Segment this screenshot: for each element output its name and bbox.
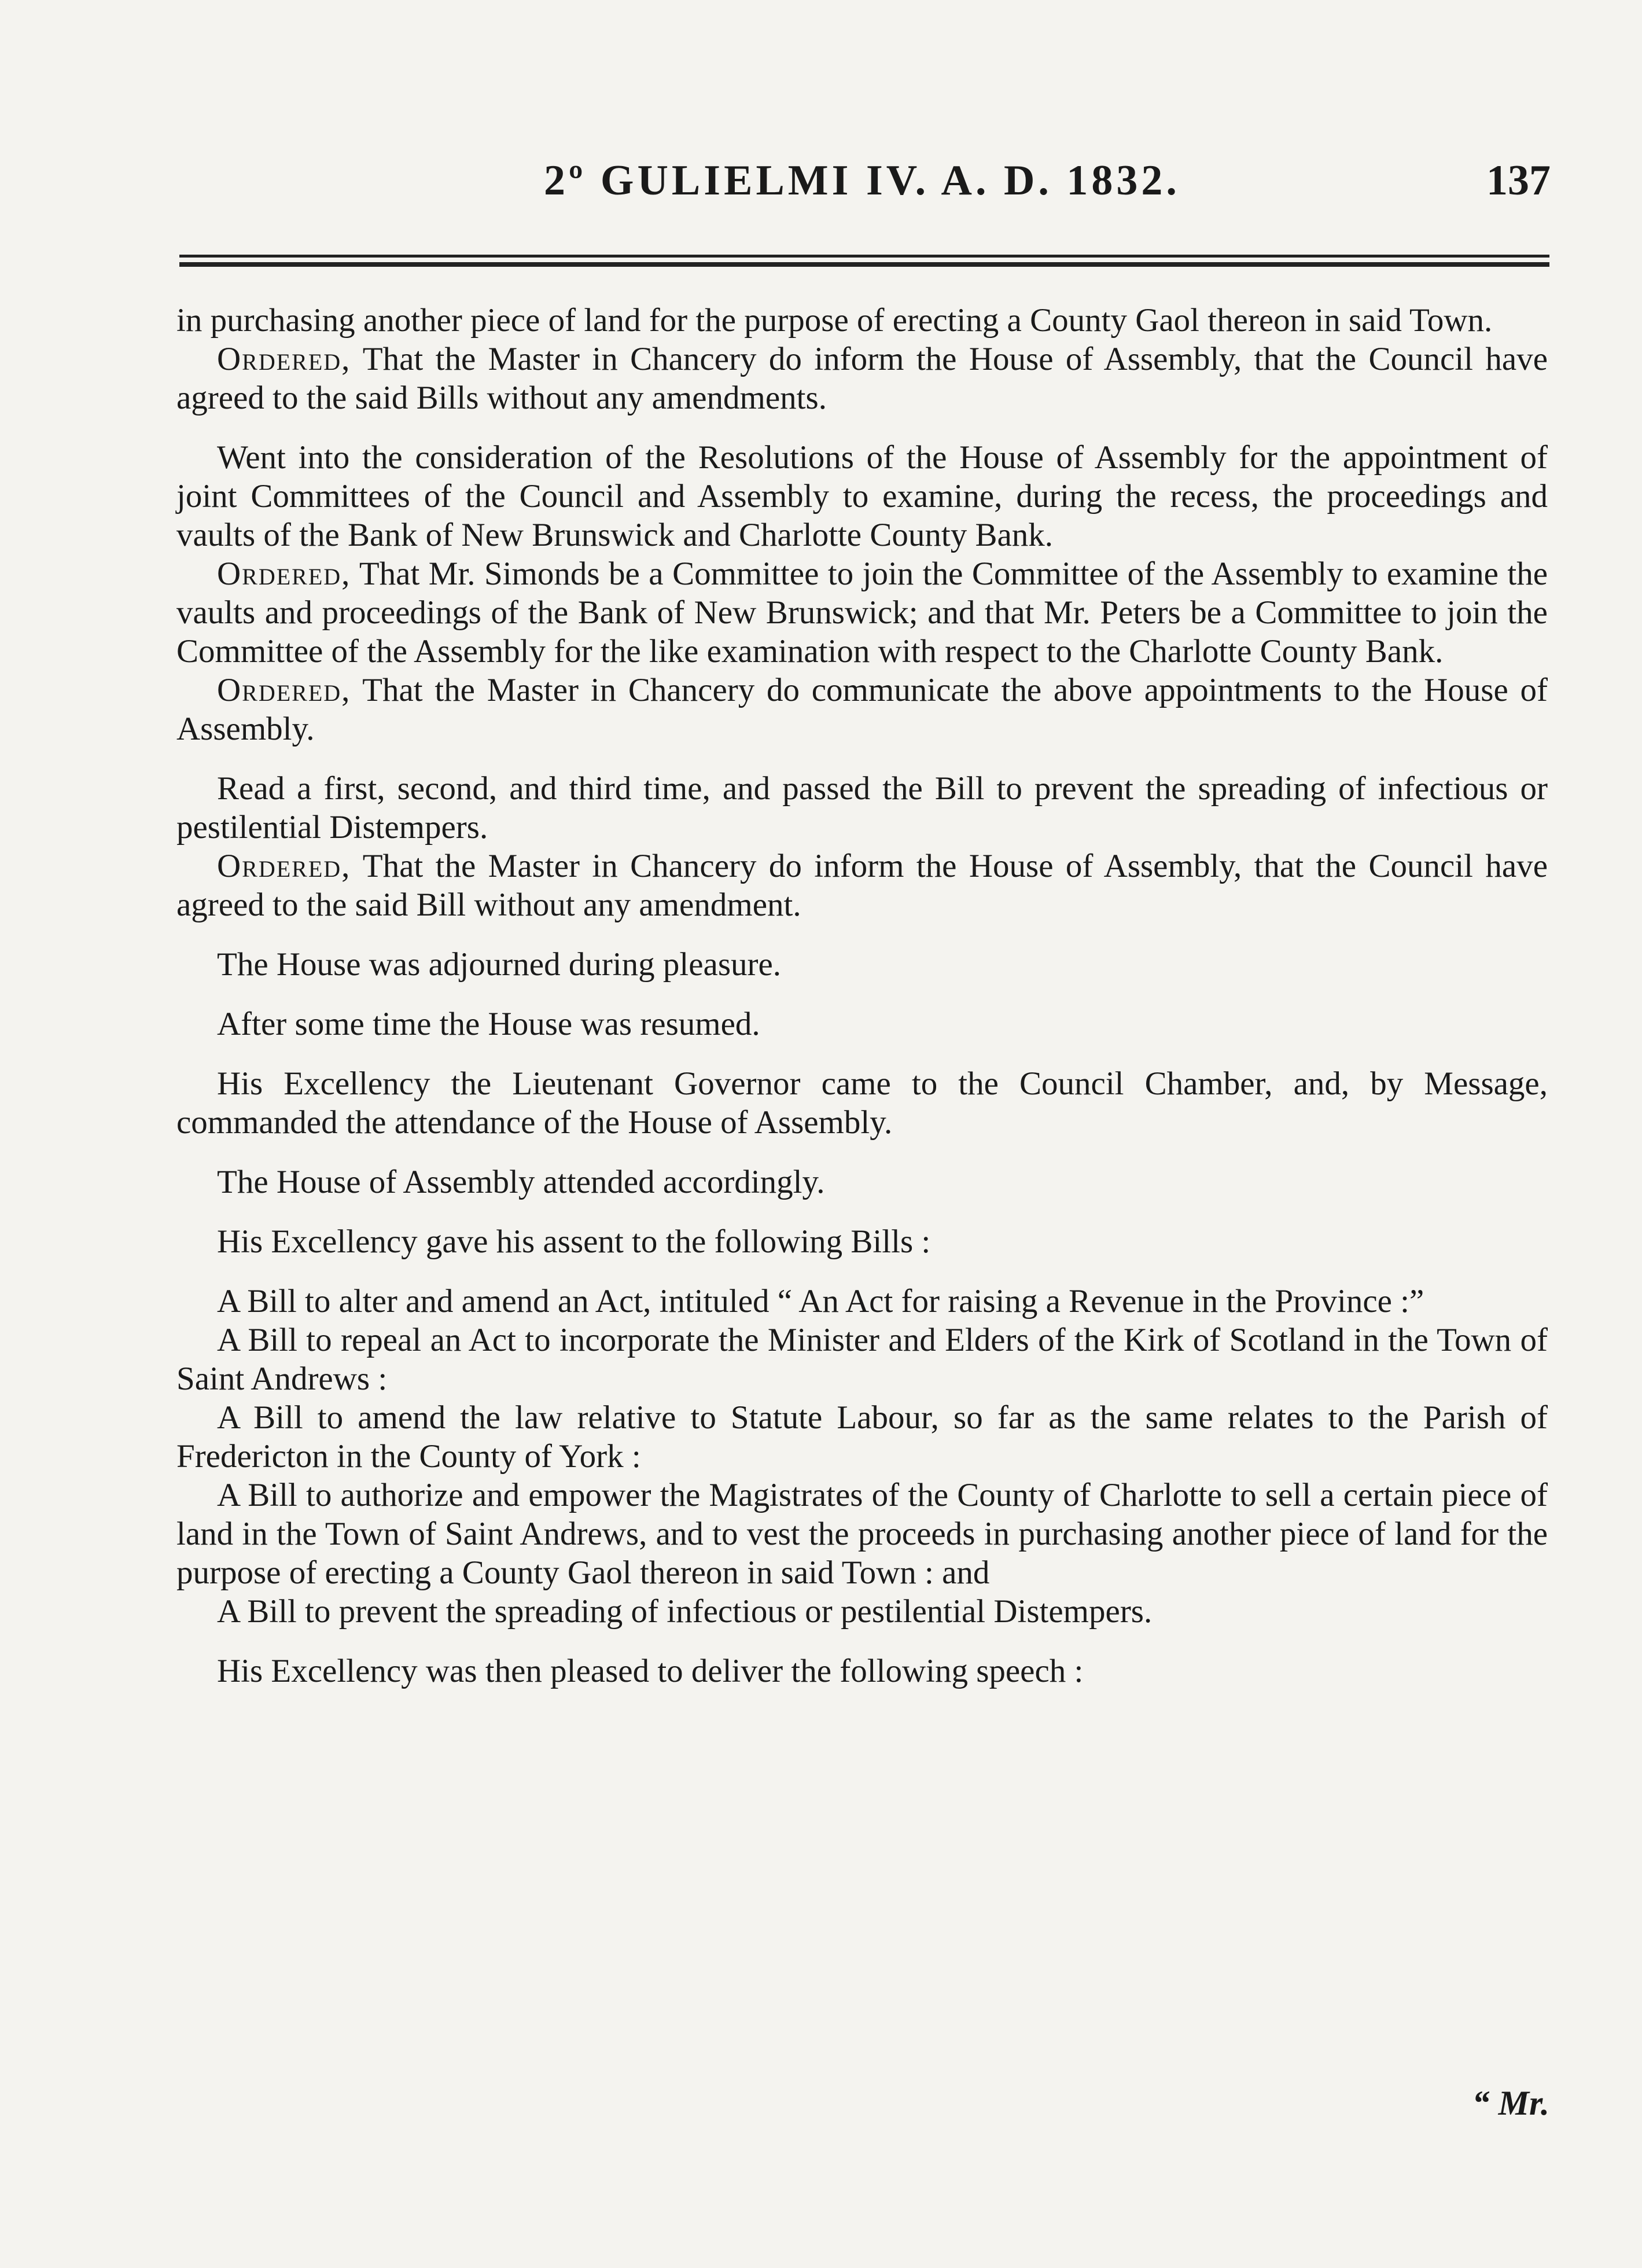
paragraph: The House was adjourned during pleasure. — [217, 946, 782, 983]
paragraph: The House of Assembly attended accordingly. — [217, 1164, 825, 1200]
ordered-lead: Ordered, — [217, 672, 351, 708]
ordered-lead: Ordered, — [217, 848, 351, 884]
paragraph — [176, 554, 1548, 671]
catchword: “ Mr. — [1472, 2084, 1549, 2122]
paragraph — [176, 340, 1548, 417]
running-header — [174, 156, 1551, 220]
bill-item: A Bill to amend the law relative to Statute Labour, so far as the same relates to the Parish of Fredericton in the County of York : — [176, 1399, 1548, 1475]
ordered-lead: Ordered, — [217, 341, 351, 377]
bill-item: A Bill to authorize and empower the Magistrates of the County of Charlotte to sell a certain piece of land in the Town of Saint Andrews, and to vest the proceeds in purchasing another piece of land for the purpose of erecting a County Gaol thereon in said Town : and — [176, 1477, 1548, 1591]
page-number: 137 — [1486, 157, 1551, 204]
bill-item: A Bill to alter and amend an Act, intituled “ An Act for raising a Revenue in the Province :” — [217, 1283, 1424, 1319]
ordered-lead: Ordered, — [217, 556, 351, 592]
paragraph — [176, 671, 1548, 748]
header-rule-gap — [179, 260, 1549, 262]
document-body — [176, 301, 1548, 1690]
paragraph: Went into the consideration of the Resolutions of the House of Assembly for the appointment of joint Committees of the Council and Assembly to examine, during the recess, the proceedings and vaults of the Bank of New Brunswick and Charlotte County Bank. — [176, 439, 1548, 553]
paragraph: His Excellency gave his assent to the following Bills : — [217, 1223, 931, 1260]
paragraph: His Excellency the Lieutenant Governor came to the Council Chamber, and, by Message, commanded the attendance of the House of Assembly. — [176, 1065, 1548, 1141]
bill-item: A Bill to repeal an Act to incorporate the Minister and Elders of the Kirk of Scotland in the Town of Saint Andrews : — [176, 1322, 1548, 1397]
paragraph: After some time the House was resumed. — [217, 1006, 760, 1042]
paragraph-text: That the Master in Chancery do inform the House of Assembly, that the Council have agreed to the said Bills without any amendments. — [176, 341, 1548, 416]
paragraph: His Excellency was then pleased to deliver the following speech : — [217, 1653, 1084, 1689]
paragraph-text: That Mr. Simonds be a Committee to join the Committee of the Assembly to examine the vaults and proceedings of the Bank of New Brunswick; and that Mr. Peters be a Committee to join the Committee of the Assembly for the like examination with respect to the Charlotte County Bank. — [176, 556, 1548, 670]
paragraph-text: That the Master in Chancery do inform the House of Assembly, that the Council have agreed to the said Bill without any amendment. — [176, 848, 1548, 923]
paragraph — [176, 847, 1548, 924]
bill-item: A Bill to prevent the spreading of infectious or pestilential Distempers. — [217, 1593, 1153, 1630]
header-title: 2º GULIELMI IV. A. D. 1832. — [544, 157, 1180, 204]
paragraph: Read a first, second, and third time, and passed the Bill to prevent the spreading of infectious or pestilential Distempers. — [176, 770, 1548, 846]
paragraph: in purchasing another piece of land for the purpose of erecting a County Gaol thereon in said Town. — [176, 302, 1493, 339]
paragraph-text: That the Master in Chancery do communicate the above appointments to the House of Assembly. — [176, 672, 1548, 747]
